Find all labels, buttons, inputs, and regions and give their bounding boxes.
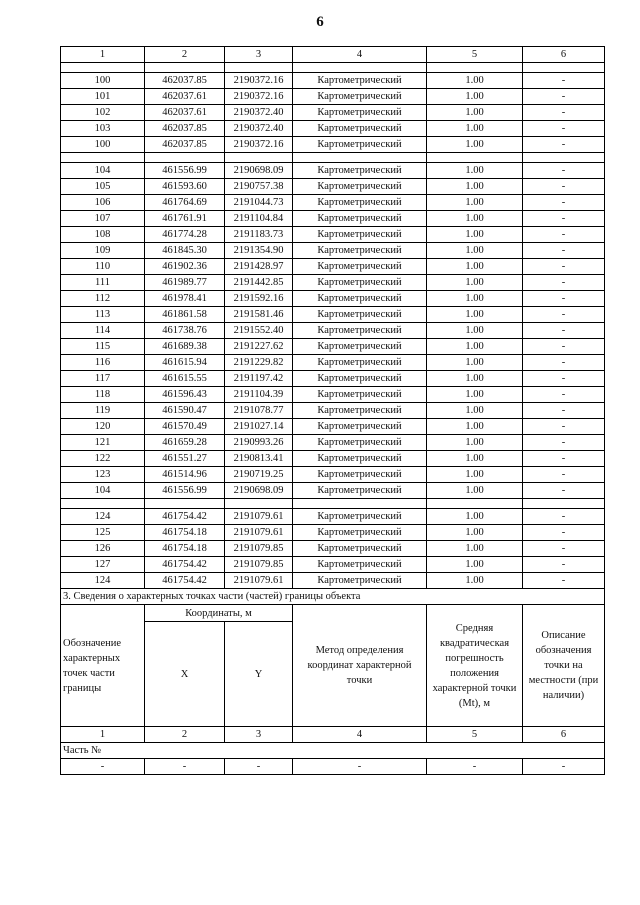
table-row (61, 307, 605, 323)
empty-cell (427, 153, 523, 163)
table-cell: 461754.42 (145, 557, 225, 573)
table-cell: - (523, 467, 605, 483)
table-cell: 461754.42 (145, 573, 225, 589)
table-row (61, 371, 605, 387)
table-cell: - (523, 541, 605, 557)
table-cell: Картометрический (293, 195, 427, 211)
table-cell: 104 (61, 163, 145, 179)
table-row (61, 73, 605, 89)
header-x: X (145, 622, 225, 727)
page-number: 6 (316, 14, 324, 30)
table-cell: 2191227.62 (225, 339, 293, 355)
table-cell: - (145, 759, 225, 775)
empty-cell (225, 153, 293, 163)
table-cell: 461556.99 (145, 163, 225, 179)
table-cell: 1.00 (427, 339, 523, 355)
column-number-cell: 2 (145, 47, 225, 63)
table-cell: 461689.38 (145, 339, 225, 355)
table-row (61, 403, 605, 419)
table-cell: 1.00 (427, 419, 523, 435)
column-number-cell: 4 (293, 727, 427, 743)
table-row (61, 509, 605, 525)
section-title: 3. Сведения о характерных точках части (частей) границы объекта (61, 589, 605, 605)
table-cell: - (523, 525, 605, 541)
table-cell: 1.00 (427, 355, 523, 371)
table-cell: 1.00 (427, 227, 523, 243)
empty-cell (61, 499, 145, 509)
table-cell: 2190757.38 (225, 179, 293, 195)
table-cell: 1.00 (427, 89, 523, 105)
table-cell: 2190698.09 (225, 483, 293, 499)
table-cell: Картометрический (293, 227, 427, 243)
table-cell: 2190372.16 (225, 89, 293, 105)
table-cell: 1.00 (427, 435, 523, 451)
table-cell: Картометрический (293, 323, 427, 339)
table-cell: 2191078.77 (225, 403, 293, 419)
table-cell: 2190719.25 (225, 467, 293, 483)
table-cell: - (523, 73, 605, 89)
table-cell: - (523, 483, 605, 499)
table-cell: 119 (61, 403, 145, 419)
table-cell: 2191197.42 (225, 371, 293, 387)
group-separator-row (61, 63, 605, 73)
table-cell: 1.00 (427, 451, 523, 467)
column-number-cell: 3 (225, 727, 293, 743)
table-cell: 104 (61, 483, 145, 499)
table-cell: 1.00 (427, 195, 523, 211)
table-cell: Картометрический (293, 483, 427, 499)
table-row (61, 211, 605, 227)
table-cell: - (427, 759, 523, 775)
table-cell: 461989.77 (145, 275, 225, 291)
table-cell: 1.00 (427, 323, 523, 339)
table-row (61, 419, 605, 435)
empty-cell (523, 499, 605, 509)
table-cell: 461593.60 (145, 179, 225, 195)
table-cell: 461514.96 (145, 467, 225, 483)
table-cell: 115 (61, 339, 145, 355)
table-cell: - (523, 573, 605, 589)
column-number-cell: 1 (61, 47, 145, 63)
part-label: Часть № (61, 743, 605, 759)
table-cell: 2191104.84 (225, 211, 293, 227)
column-number-row (61, 47, 605, 63)
table-cell: 120 (61, 419, 145, 435)
table-cell: Картометрический (293, 307, 427, 323)
table-row (61, 339, 605, 355)
table-cell: Картометрический (293, 121, 427, 137)
table-cell: 461659.28 (145, 435, 225, 451)
table-cell: 2191354.90 (225, 243, 293, 259)
table-cell: Картометрический (293, 387, 427, 403)
table-cell: 461754.18 (145, 525, 225, 541)
table-cell: - (225, 759, 293, 775)
table-row (61, 557, 605, 573)
table-cell: 113 (61, 307, 145, 323)
table-cell: 100 (61, 73, 145, 89)
table-cell: 461861.58 (145, 307, 225, 323)
table-cell: - (523, 89, 605, 105)
table-cell: - (523, 179, 605, 195)
table-cell: 2190372.16 (225, 137, 293, 153)
table-cell: 106 (61, 195, 145, 211)
table-cell: 114 (61, 323, 145, 339)
table-cell: Картометрический (293, 435, 427, 451)
table-cell: 109 (61, 243, 145, 259)
table-cell: - (523, 307, 605, 323)
table-cell: 1.00 (427, 573, 523, 589)
table-row (61, 179, 605, 195)
table-cell: 1.00 (427, 403, 523, 419)
table-cell: Картометрический (293, 467, 427, 483)
table-cell: 124 (61, 509, 145, 525)
table-cell: 461596.43 (145, 387, 225, 403)
table-cell: 1.00 (427, 243, 523, 259)
table-cell: 2190372.16 (225, 73, 293, 89)
table-cell: 1.00 (427, 137, 523, 153)
column-number-cell: 6 (523, 47, 605, 63)
table-cell: 1.00 (427, 483, 523, 499)
table-cell: - (523, 371, 605, 387)
table-cell: Картометрический (293, 557, 427, 573)
table-cell: 1.00 (427, 121, 523, 137)
table-cell: 123 (61, 467, 145, 483)
table-cell: 2191079.61 (225, 525, 293, 541)
table-row (61, 243, 605, 259)
table-cell: 1.00 (427, 541, 523, 557)
empty-cell (293, 63, 427, 73)
table-cell: Картометрический (293, 403, 427, 419)
table-cell: - (523, 419, 605, 435)
table-row (61, 435, 605, 451)
table-row (61, 387, 605, 403)
table-cell: Картометрический (293, 509, 427, 525)
table-row (61, 573, 605, 589)
header-accuracy: Средняя квадратическая погрешность положения характерной точки (Mt), м (427, 605, 523, 727)
table-row (61, 291, 605, 307)
table-cell: 462037.61 (145, 105, 225, 121)
coordinates-table (60, 46, 605, 775)
table-cell: Картометрический (293, 451, 427, 467)
header-point-designation: Обозначение характерных точек части границы (61, 605, 145, 727)
table-cell: 462037.85 (145, 73, 225, 89)
table-cell: 121 (61, 435, 145, 451)
table-cell: - (523, 121, 605, 137)
table-cell: Картометрический (293, 89, 427, 105)
empty-cell (523, 63, 605, 73)
column-number-cell: 1 (61, 727, 145, 743)
table-cell: - (523, 259, 605, 275)
table-cell: Картометрический (293, 573, 427, 589)
table-cell: - (523, 403, 605, 419)
table-cell: 1.00 (427, 467, 523, 483)
table-row (61, 195, 605, 211)
table-cell: 110 (61, 259, 145, 275)
table-row (61, 137, 605, 153)
table-cell: 462037.61 (145, 89, 225, 105)
table-cell: 125 (61, 525, 145, 541)
empty-cell (145, 499, 225, 509)
table-cell: Картометрический (293, 275, 427, 291)
table-cell: 127 (61, 557, 145, 573)
table-cell: Картометрический (293, 105, 427, 121)
table-row (61, 467, 605, 483)
table-cell: 1.00 (427, 557, 523, 573)
table-cell: - (523, 355, 605, 371)
table-cell: 461764.69 (145, 195, 225, 211)
table-cell: Картометрический (293, 355, 427, 371)
empty-cell (145, 153, 225, 163)
table-cell: 1.00 (427, 291, 523, 307)
table-cell: Картометрический (293, 525, 427, 541)
table-cell: 100 (61, 137, 145, 153)
table-cell: 2190813.41 (225, 451, 293, 467)
column-number-cell: 4 (293, 47, 427, 63)
table-row (61, 259, 605, 275)
table-cell: 1.00 (427, 73, 523, 89)
table-cell: 2191079.85 (225, 541, 293, 557)
table-cell: 462037.85 (145, 137, 225, 153)
empty-cell (427, 63, 523, 73)
empty-cell (293, 499, 427, 509)
table-row (61, 759, 605, 775)
column-number-cell: 5 (427, 47, 523, 63)
table-cell: 105 (61, 179, 145, 195)
header-y: Y (225, 622, 293, 727)
table-cell: - (523, 451, 605, 467)
table-cell: - (523, 759, 605, 775)
table-cell: 461738.76 (145, 323, 225, 339)
table-row (61, 105, 605, 121)
table-cell: - (293, 759, 427, 775)
table-cell: 1.00 (427, 509, 523, 525)
table-row (61, 525, 605, 541)
table-cell: 461556.99 (145, 483, 225, 499)
table-cell: Картометрический (293, 419, 427, 435)
table-cell: 461978.41 (145, 291, 225, 307)
group-separator-row (61, 153, 605, 163)
header-coordinates: Координаты, м (145, 605, 293, 622)
table-cell: Картометрический (293, 73, 427, 89)
table-cell: 461774.28 (145, 227, 225, 243)
table-cell: Картометрический (293, 211, 427, 227)
table-cell: 2191183.73 (225, 227, 293, 243)
table-cell: 461754.42 (145, 509, 225, 525)
table-cell: - (61, 759, 145, 775)
table-cell: - (523, 227, 605, 243)
table-cell: 2191079.61 (225, 509, 293, 525)
table-cell: 1.00 (427, 387, 523, 403)
table-cell: 2190698.09 (225, 163, 293, 179)
header-description: Описание обозначения точки на местности (при наличии) (523, 605, 605, 727)
table-cell: - (523, 243, 605, 259)
empty-cell (145, 63, 225, 73)
table-cell: Картометрический (293, 179, 427, 195)
column-number-cell: 3 (225, 47, 293, 63)
table-cell: 1.00 (427, 179, 523, 195)
table-cell: 461615.94 (145, 355, 225, 371)
table-cell: - (523, 339, 605, 355)
table-cell: 2191428.97 (225, 259, 293, 275)
part-label-row (61, 743, 605, 759)
table-cell: 461551.27 (145, 451, 225, 467)
empty-cell (523, 153, 605, 163)
table-cell: 1.00 (427, 275, 523, 291)
table-cell: 102 (61, 105, 145, 121)
table-row (61, 323, 605, 339)
table-cell: - (523, 105, 605, 121)
empty-cell (225, 63, 293, 73)
table-cell: 1.00 (427, 259, 523, 275)
table-cell: 111 (61, 275, 145, 291)
section-title-row (61, 589, 605, 605)
table-cell: 126 (61, 541, 145, 557)
table-cell: 2191552.40 (225, 323, 293, 339)
table-cell: - (523, 275, 605, 291)
table-row (61, 227, 605, 243)
header-method: Метод определения координат характерной точки (293, 605, 427, 727)
table-cell: 2191592.16 (225, 291, 293, 307)
section-header-row (61, 605, 605, 622)
table-cell: 461761.91 (145, 211, 225, 227)
empty-cell (61, 63, 145, 73)
table-cell: 117 (61, 371, 145, 387)
table-row (61, 89, 605, 105)
table-row (61, 163, 605, 179)
column-number-cell: 2 (145, 727, 225, 743)
table-cell: 1.00 (427, 307, 523, 323)
table-row (61, 121, 605, 137)
table-cell: 107 (61, 211, 145, 227)
table-cell: Картометрический (293, 137, 427, 153)
table-cell: 461615.55 (145, 371, 225, 387)
table-cell: 2191027.14 (225, 419, 293, 435)
table-cell: 118 (61, 387, 145, 403)
table-row (61, 451, 605, 467)
table-cell: 2191079.85 (225, 557, 293, 573)
table-cell: 124 (61, 573, 145, 589)
table-cell: 1.00 (427, 211, 523, 227)
table-cell: 461902.36 (145, 259, 225, 275)
table-cell: 1.00 (427, 371, 523, 387)
table-cell: - (523, 137, 605, 153)
group-separator-row (61, 499, 605, 509)
table-cell: Картометрический (293, 541, 427, 557)
table-cell: 1.00 (427, 105, 523, 121)
table-cell: 462037.85 (145, 121, 225, 137)
table-cell: - (523, 387, 605, 403)
table-cell: - (523, 211, 605, 227)
empty-cell (293, 153, 427, 163)
table-cell: - (523, 195, 605, 211)
table-cell: 461754.18 (145, 541, 225, 557)
table-row (61, 483, 605, 499)
empty-cell (427, 499, 523, 509)
table-cell: - (523, 323, 605, 339)
table-cell: 108 (61, 227, 145, 243)
empty-cell (225, 499, 293, 509)
table-cell: - (523, 557, 605, 573)
table-cell: Картометрический (293, 371, 427, 387)
table-cell: - (523, 163, 605, 179)
table-cell: Картометрический (293, 259, 427, 275)
table-cell: 2191581.46 (225, 307, 293, 323)
table-cell: 2190993.26 (225, 435, 293, 451)
table-cell: 116 (61, 355, 145, 371)
column-number-cell: 5 (427, 727, 523, 743)
table-cell: 461845.30 (145, 243, 225, 259)
table-row (61, 541, 605, 557)
table-row (61, 355, 605, 371)
table-cell: Картометрический (293, 339, 427, 355)
table-cell: Картометрический (293, 243, 427, 259)
column-number-cell: 6 (523, 727, 605, 743)
table-cell: - (523, 509, 605, 525)
table-cell: 101 (61, 89, 145, 105)
table-cell: 2191442.85 (225, 275, 293, 291)
table-cell: - (523, 291, 605, 307)
table-cell: 2190372.40 (225, 105, 293, 121)
table-cell: 461590.47 (145, 403, 225, 419)
table-cell: 2191044.73 (225, 195, 293, 211)
table-cell: 103 (61, 121, 145, 137)
table-cell: 2190372.40 (225, 121, 293, 137)
table-cell: 122 (61, 451, 145, 467)
table-cell: Картометрический (293, 163, 427, 179)
table-cell: 2191079.61 (225, 573, 293, 589)
table-cell: 1.00 (427, 163, 523, 179)
table-cell: - (523, 435, 605, 451)
table-cell: 1.00 (427, 525, 523, 541)
empty-cell (61, 153, 145, 163)
column-number-row (61, 727, 605, 743)
table-cell: 461570.49 (145, 419, 225, 435)
table-cell: Картометрический (293, 291, 427, 307)
table-row (61, 275, 605, 291)
table-cell: 2191229.82 (225, 355, 293, 371)
table-cell: 112 (61, 291, 145, 307)
table-cell: 2191104.39 (225, 387, 293, 403)
